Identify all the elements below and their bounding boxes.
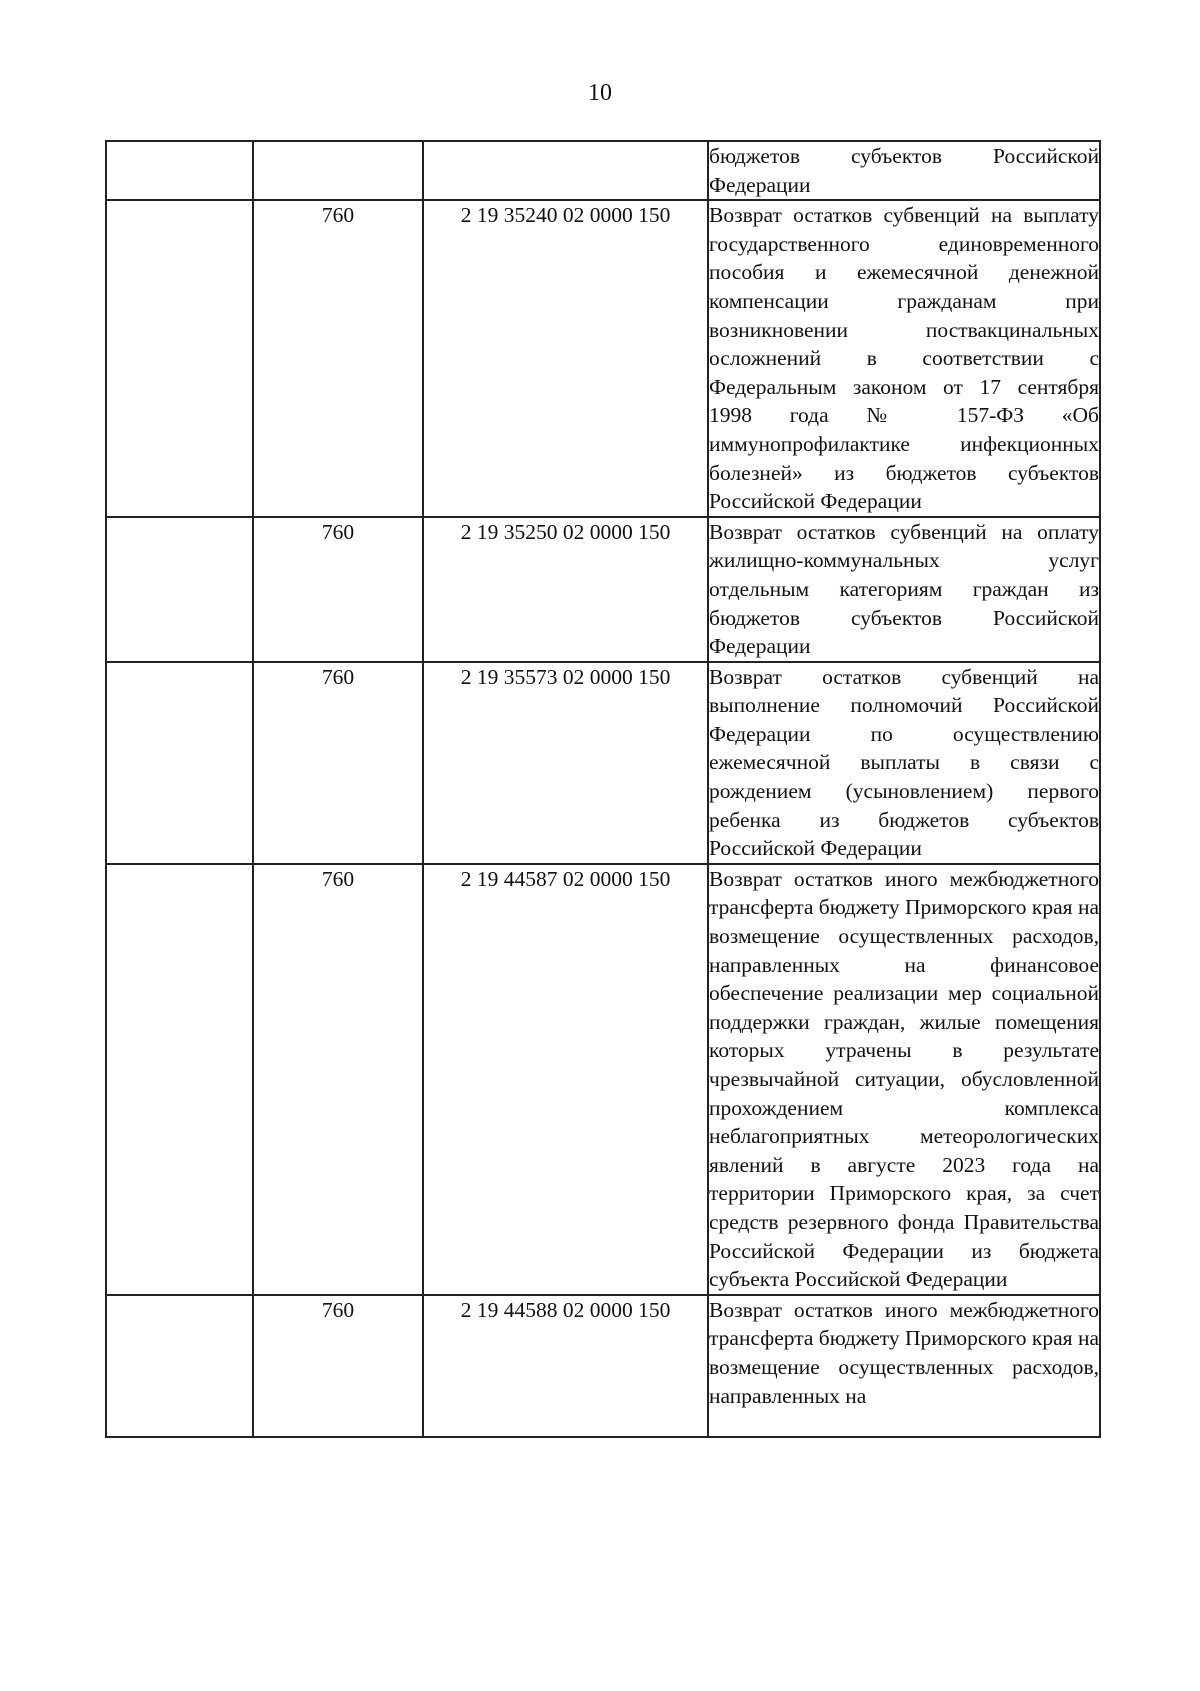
admin-code-cell: 760 [253,517,423,662]
budget-code-cell: 2 19 35573 02 0000 150 [423,662,708,864]
admin-code-cell: 760 [253,1295,423,1437]
table-row [106,864,1100,1295]
admin-code-cell: 760 [253,662,423,864]
table-row [106,517,1100,662]
empty-cell [106,864,253,1295]
description-cell: Возврат остатков субвенций на выплату государственного единовременного пособия и ежемесячной денежной компенсации гражданам при возникновении поствакцинальных осложнений в соответствии с Федеральным законом от 17 сентября 1998 года № 157-ФЗ «Об иммунопрофилактике инфекционных болезней» из бюджетов субъектов Российской Федерации [708,200,1100,517]
table-row [106,200,1100,517]
empty-cell [106,1295,253,1437]
empty-cell [106,200,253,517]
admin-code-cell: 760 [253,200,423,517]
table-row [106,662,1100,864]
empty-cell [106,141,253,200]
description-cell: Возврат остатков субвенций на выполнение полномочий Российской Федерации по осуществлению ежемесячной выплаты в связи с рождением (усыновлением) первого ребенка из бюджетов субъектов Российской Федерации [708,662,1100,864]
budget-code-cell [423,141,708,200]
budget-code-cell: 2 19 35240 02 0000 150 [423,200,708,517]
table-row [106,1295,1100,1437]
admin-code-cell [253,141,423,200]
budget-codes-table [105,140,1101,1438]
description-cell: Возврат остатков иного межбюджетного трансферта бюджету Приморского края на возмещение осуществленных расходов, направленных на финансовое обеспечение реализации мер социальной поддержки граждан, жилые помещения которых утрачены в результате чрезвычайной ситуации, обусловленной прохождением комплекса неблагоприятных метеорологических явлений в августе 2023 года на территории Приморского края, за счет средств резервного фонда Правительства Российской Федерации из бюджета субъекта Российской Федерации [708,864,1100,1295]
budget-code-cell: 2 19 35250 02 0000 150 [423,517,708,662]
empty-cell [106,517,253,662]
description-cell: бюджетов субъектов Российской Федерации [708,141,1100,200]
description-cell: Возврат остатков иного межбюджетного трансферта бюджету Приморского края на возмещение осуществленных расходов, направленных на [708,1295,1100,1437]
page-number: 10 [588,80,612,106]
admin-code-cell: 760 [253,864,423,1295]
budget-code-cell: 2 19 44587 02 0000 150 [423,864,708,1295]
budget-code-cell: 2 19 44588 02 0000 150 [423,1295,708,1437]
description-cell: Возврат остатков субвенций на оплату жилищно-коммунальных услуг отдельным категориям граждан из бюджетов субъектов Российской Федерации [708,517,1100,662]
table-row [106,141,1100,200]
empty-cell [106,662,253,864]
